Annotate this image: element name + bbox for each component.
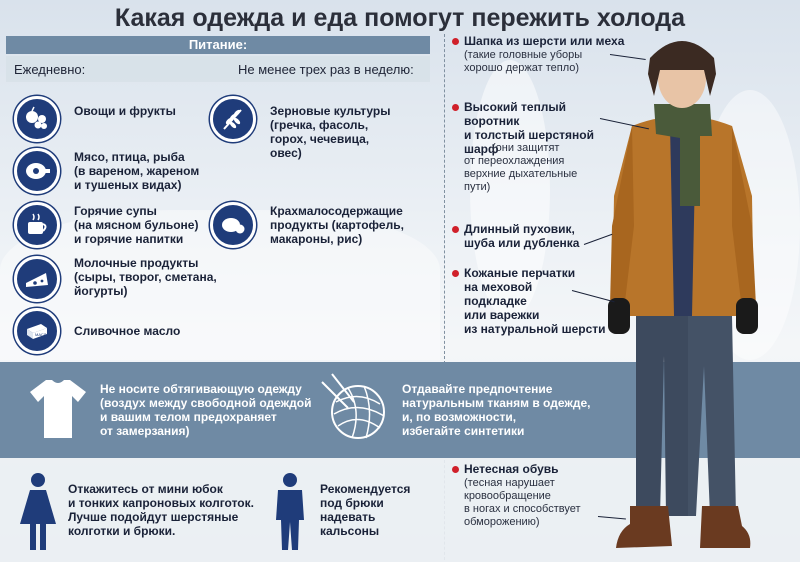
fruit-icon: [14, 96, 60, 142]
clothing-gloves-title: Кожаные перчатки на меховой подкладке или варежки из натуральной шерсти: [464, 266, 606, 336]
potato-icon: [210, 202, 256, 248]
meat-icon: [14, 148, 60, 194]
nutrition-header: Питание:: [6, 36, 430, 54]
bullet-collar: [452, 104, 459, 111]
divider-line: [444, 34, 445, 364]
bullet-coat: [452, 226, 459, 233]
cheese-icon: [14, 256, 60, 302]
clothing-hat-note: (такие головные уборы хорошо держат тепло): [464, 49, 583, 74]
women-advice: Откажитесь от мини юбок и тонких капроновых колготок. Лучше подойдут шерстяные колготки и брюки.: [68, 482, 254, 538]
bullet-hat: [452, 38, 459, 45]
clothing-collar-note-cont: от переохлаждения верхние дыхательные пути): [464, 155, 578, 193]
man-icon: [272, 472, 308, 552]
daily-item-dairy: Молочные продукты (сыры, творог, сметана, йогурты): [74, 256, 217, 298]
butter-pack-label: МАСЛО: [35, 332, 50, 337]
natural-fabrics-advice: Отдавайте предпочтение натуральным тканям в одежде, и, по возможности, избегайте синтетики: [402, 382, 591, 438]
men-advice: Рекомендуется под брюки надевать кальсоны: [320, 482, 411, 538]
tight-clothes-advice: Не носите обтягивающую одежду (воздух между свободной одеждой и вашим телом предохраняет от замерзания): [100, 382, 312, 438]
clothing-scarf-title: шарф: [464, 142, 499, 156]
clothing-coat-title: Длинный пуховик, шуба или дубленка: [464, 222, 580, 250]
daily-item-butter: Сливочное масло: [74, 324, 181, 338]
glove-left: [608, 298, 630, 334]
woman-icon: [18, 472, 58, 552]
bullet-gloves: [452, 270, 459, 277]
boot-left: [616, 506, 672, 548]
weekly-label: Не менее трех раз в неделю:: [238, 62, 414, 77]
butter-icon: [14, 308, 60, 354]
clothing-shoes-title: Нетесная обувь: [464, 462, 559, 476]
page-title: Какая одежда и еда помогут пережить холода: [114, 4, 686, 32]
clothing-collar-title: Высокий теплый воротник и толстый шерстяной: [464, 100, 594, 142]
daily-item-fruits: Овощи и фрукты: [74, 104, 176, 118]
wheat-icon: [210, 96, 256, 142]
weekly-item-starch: Крахмалосодержащие продукты (картофель, макароны, рис): [270, 204, 404, 246]
boot-right: [700, 506, 750, 548]
daily-label: Ежедневно:: [14, 62, 86, 77]
glove-right: [736, 298, 758, 334]
clothing-collar-note: (они защитят: [492, 142, 560, 154]
cup-icon: [14, 202, 60, 248]
bullet-shoes: [452, 466, 459, 473]
daily-item-soups: Горячие супы (на мясном бульоне) и горячие напитки: [74, 204, 199, 246]
daily-item-meat: Мясо, птица, рыба (в вареном, жареном и тушеных видах): [74, 150, 200, 192]
person-illustration: [592, 26, 772, 558]
yarn-ball-icon: [318, 370, 392, 444]
clothing-hat-title: Шапка из шерсти или меха: [464, 34, 625, 48]
tshirt-icon: [28, 376, 88, 442]
weekly-item-grains: Зерновые культуры (гречка, фасоль, горох, чечевица, овес): [270, 104, 391, 160]
clothing-shoes-note: (тесная нарушает кровообращение в ногах и способствует обморожению): [464, 477, 581, 528]
